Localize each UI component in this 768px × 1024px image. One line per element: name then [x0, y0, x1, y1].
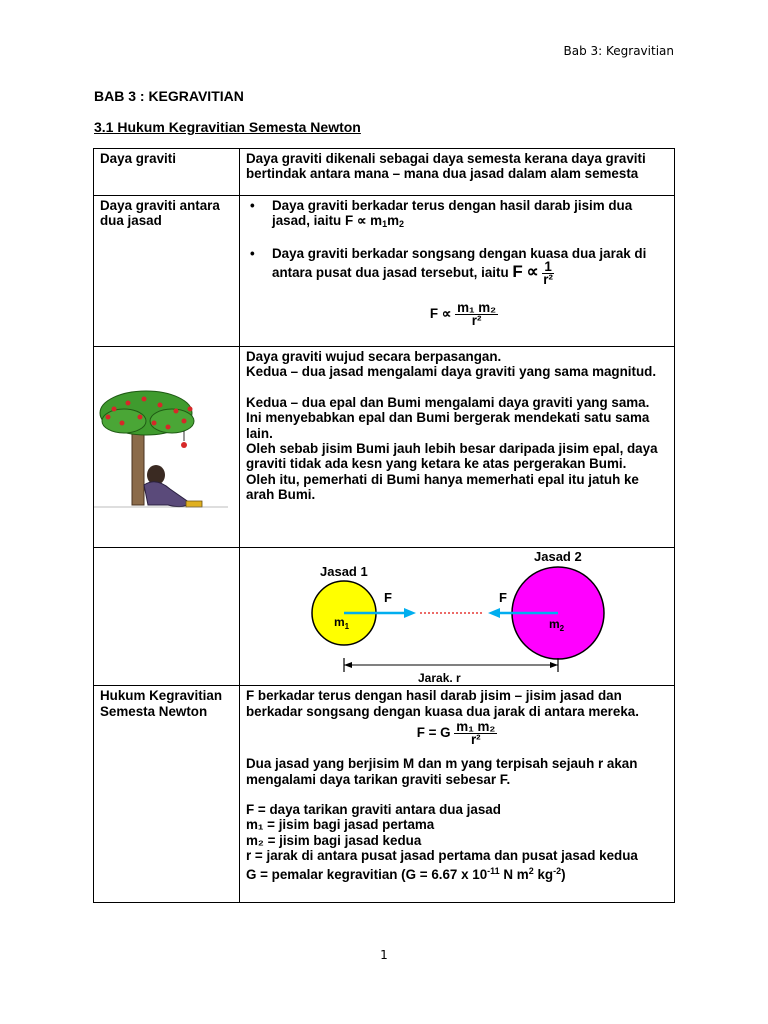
newton-apple-tree-illustration	[94, 365, 228, 525]
running-header: Bab 3: Kegravitian	[563, 44, 674, 58]
term-cell	[94, 196, 240, 347]
list-item: • Daya graviti berkadar terus dengan hasil darab jisim dua jasad, iaitu $F \propto m_1m_2$	[272, 198, 668, 233]
term-daya-graviti-dua-jasad: Daya graviti antara dua jasad	[100, 198, 220, 229]
table-row	[94, 196, 675, 347]
term-cell	[94, 686, 240, 903]
content-table	[93, 148, 675, 903]
illustration-cell	[94, 347, 240, 548]
formula-newton-law: F = G $\frac{\text{m₁ m₂}}{\text{r²}}$	[416, 719, 496, 748]
definition-cell: F berkadar terus dengan hasil darab jisim – jisim jasad dan berkadar songsang dengan kuasa dua jarak di antara mereka. F = G $\frac{\text{m₁ m₂}}{\text{r²}}$ Dua jasad yang berjisim M dan m yang terpisah sejauh r akan mengalami daya tarikan graviti sebesar F. F = daya tarikan graviti antara dua jasad m₁ = jisim bagi jasad pertama m₂ = jisim bagi jasad kedua r = jarak di antara pusat jasad pertama dan pusat jasad kedua G = pemalar kegravitian (G = 6.67 x $10^{-11}$ N $m^2$ $kg^{-2}$)	[240, 686, 675, 903]
table-row	[94, 347, 675, 548]
diagram-cell	[240, 548, 675, 686]
definition-g: G = pemalar kegravitian (G = 6.67 x $10^{-11}$ N $m^2$ $kg^{-2}$)	[246, 865, 566, 882]
two-bodies-gravity-diagram	[240, 548, 674, 682]
table-row	[94, 548, 675, 686]
fraction-inverse-square: $\frac{1}{\text{r²}}$	[543, 259, 553, 288]
formula-gravity-proportional: F ∝ $\frac{\text{m₁ m₂}}{\text{r²}}$	[429, 300, 497, 329]
empty-cell	[94, 548, 240, 686]
term-hukum-kegravitian: Hukum Kegravitian Semesta Newton	[100, 688, 223, 719]
bullet-list	[246, 198, 668, 286]
list-item: • Daya graviti berkadar songsang dengan kuasa dua jarak di antara pusat dua jasad tersebut, iaitu F ∝ $\frac{1}{\text{r²}}$	[272, 246, 668, 286]
proportional-symbol: ∝	[526, 262, 539, 282]
distance-arrow-right	[550, 662, 558, 668]
jasad-1-label: Jasad 1	[320, 564, 368, 579]
force-label-f2: F	[499, 590, 507, 605]
arrow-head-right	[404, 608, 416, 618]
term-daya-graviti: Daya graviti	[100, 151, 176, 166]
distance-label: Jarak, r	[418, 671, 461, 682]
definition-r: r = jarak di antara pusat jasad pertama dan pusat jasad kedua	[246, 848, 638, 864]
definition-m1: m₁ = jisim bagi jasad pertama	[246, 817, 435, 833]
page-number: 1	[380, 948, 388, 962]
arrow-head-left	[488, 608, 500, 618]
table-row	[94, 686, 675, 903]
definition-daya-graviti: Daya graviti dikenali sebagai daya semesta kerana daya graviti bertindak antara mana – mana dua jasad dalam alam semesta	[246, 151, 646, 182]
term-cell	[94, 149, 240, 196]
definition-cell	[240, 149, 675, 196]
chapter-title: BAB 3 : KEGRAVITIAN	[94, 88, 244, 104]
definition-cell: Daya graviti wujud secara berpasangan. Kedua – dua jasad mengalami daya graviti yang sama magnitud. Kedua – dua epal dan Bumi mengalami daya graviti yang sama. Ini menyebabkan epal dan Bumi bergerak mendekati satu sama lain. Oleh sebab jisim Bumi jauh lebih besar daripada jisim epal, daya graviti tidak ada kesn yang ketara ke atas pergerakan Bumi. Oleh itu, pemerhati di Bumi hanya memerhati epal itu jatuh ke arah Bumi.	[240, 347, 675, 548]
table-row	[94, 149, 675, 196]
definition-m2: m₂ = jisim bagi jasad kedua	[246, 832, 422, 848]
mass-label-m1: $m_1$	[334, 615, 350, 631]
definition-cell	[240, 196, 675, 347]
section-title: 3.1 Hukum Kegravitian Semesta Newton	[94, 119, 361, 135]
definition-f: F = daya tarikan graviti antara dua jasad	[246, 802, 501, 818]
force-label-f1: F	[384, 590, 392, 605]
jasad-2-label: Jasad 2	[534, 549, 582, 564]
mass-label-m2: $m_2$	[549, 617, 565, 633]
formula-f-symbol: F	[512, 262, 523, 282]
formula-proportional-mass: $F \propto m_1m_2$	[344, 213, 405, 230]
distance-arrow-left	[344, 662, 352, 668]
